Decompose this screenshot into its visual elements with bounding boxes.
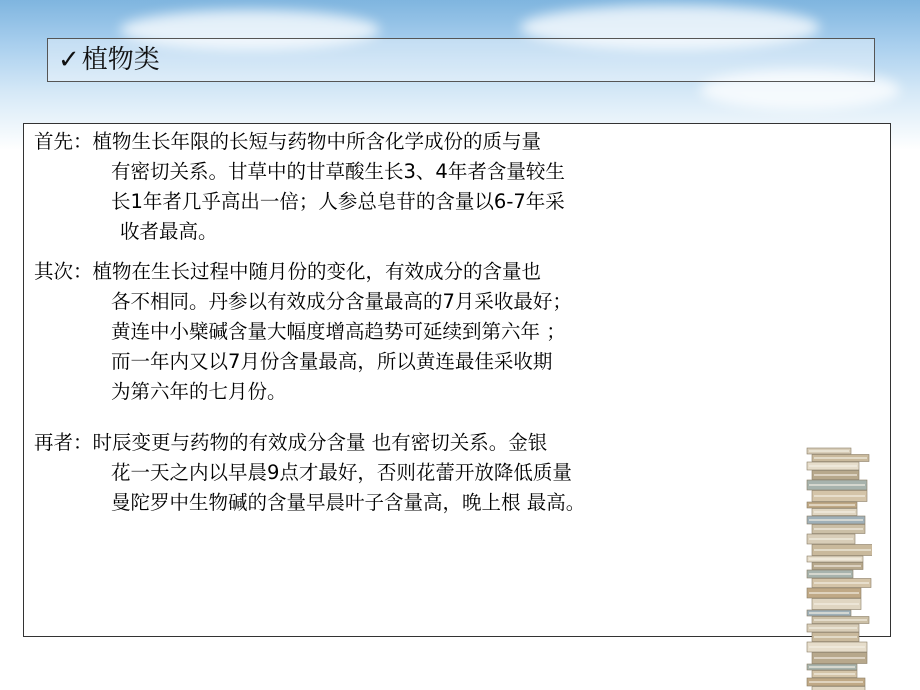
paragraph-line: 长1年者几乎高出一倍；人参总皂苷的含量以6-7年采 (111, 190, 565, 213)
paragraph-line: 各不相同。丹参以有效成分含量最高的7月采收最好； (111, 290, 572, 313)
book-page-edge (814, 549, 871, 550)
paragraph-first (34, 127, 565, 247)
book-page-edge (809, 484, 865, 485)
content-box (23, 123, 891, 637)
book-page-edge (814, 657, 865, 658)
book-page-edge (814, 511, 855, 512)
book-page-edge (809, 612, 849, 613)
checkmark-icon: ✓ (58, 45, 80, 75)
book-page-edge (814, 495, 865, 496)
book-page-edge (809, 538, 853, 539)
book-page-edge (814, 673, 855, 674)
paragraph-line: 植物生长年限的长短与药物中所含化学成份的质与量 (92, 130, 542, 153)
book-page-edge (809, 681, 863, 682)
paragraph-label: 其次： (34, 260, 93, 283)
book-page-edge (809, 573, 851, 574)
paragraph-line: 植物在生长过程中随月份的变化，有效成分的含量也 (92, 260, 542, 283)
book-page-edge (814, 528, 863, 529)
paragraph-line: 花一天之内以早晨9点才最好，否则花蕾开放降低质量 (111, 461, 572, 484)
paragraph-line: 黄连中小檗碱含量大幅度增高趋势可延续到第六年 ； (111, 320, 566, 343)
book-page-edge (814, 619, 867, 620)
book-page-edge (809, 627, 857, 628)
book-page-edge (809, 666, 855, 667)
book-stack-illustration (802, 440, 872, 690)
paragraph-line: 为第六年的七月份。 (111, 380, 287, 403)
book-page-edge (814, 457, 867, 458)
book-page-edge (809, 558, 861, 559)
book-page-edge (809, 646, 865, 647)
paragraph-third (34, 428, 585, 518)
book (812, 687, 865, 690)
book-page-edge (814, 636, 857, 637)
paragraph-line: 有密切关系。甘草中的甘草酸生长3、4年者含量较生 (111, 160, 565, 183)
slide-title-box (47, 38, 875, 82)
paragraph-line: 收者最高。 (120, 220, 218, 243)
book-page-edge (814, 474, 857, 475)
paragraph-label: 再者： (34, 431, 93, 454)
book-page-edge (814, 565, 861, 566)
slide-title: 植物类 (81, 45, 160, 75)
paragraph-line: 曼陀罗中生物碱的含量早晨叶子含量高，晚上根 最高。 (111, 491, 586, 514)
paragraph-label: 首先： (34, 130, 93, 153)
book-page-edge (809, 504, 855, 505)
book-page-edge (809, 450, 849, 451)
book-page-edge (809, 519, 863, 520)
book-page-edge (814, 582, 869, 583)
book-page-edge (809, 592, 859, 593)
paragraph-line: 时辰变更与药物的有效成分含量 也有密切关系。金银 (92, 431, 548, 454)
paragraph-line: 而一年内又以7月份含量最高，所以黄连最佳采收期 (111, 350, 553, 373)
book-page-edge (814, 603, 859, 604)
book-page-edge (809, 465, 857, 466)
paragraph-second (34, 257, 572, 407)
